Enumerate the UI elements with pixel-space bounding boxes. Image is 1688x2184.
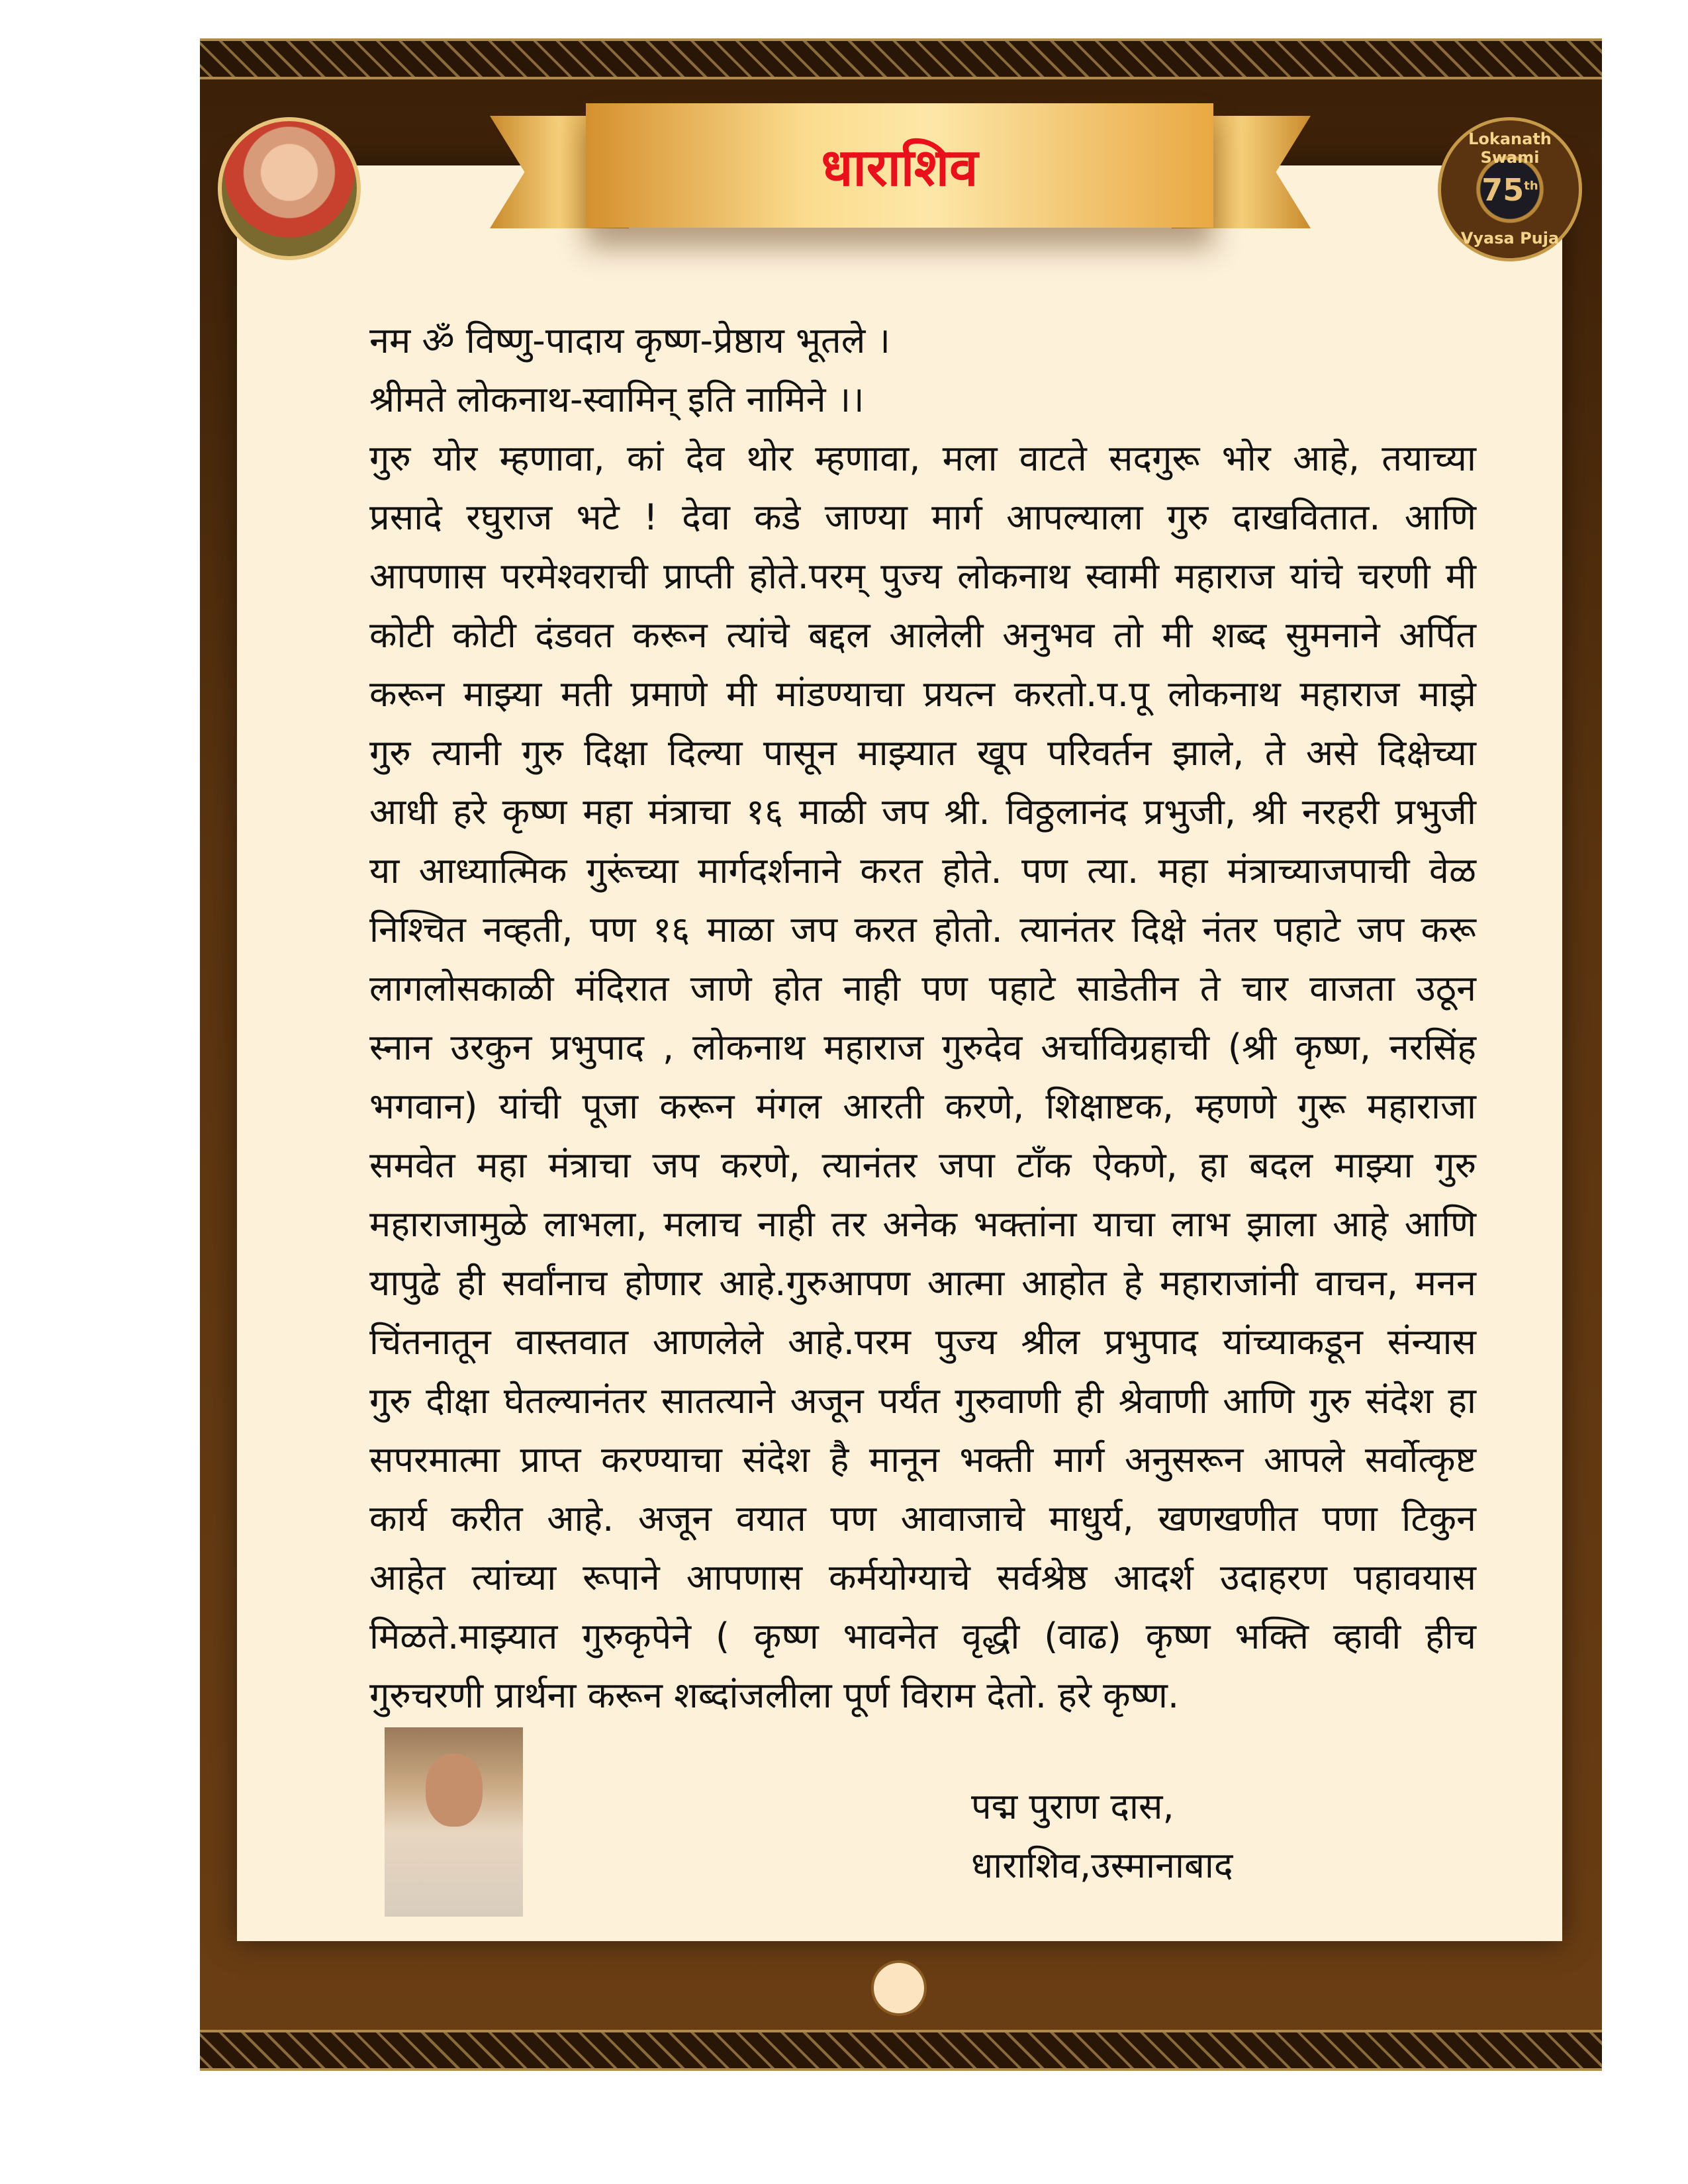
badge-number: 75th: [1481, 172, 1538, 208]
paragraph-line: गुरु त्यानी गुरु दिक्षा दिल्या पासून माझ्यात खूप परिवर्तन झाले, ते असे दिक्षेच्या: [369, 732, 1476, 774]
paragraph-line: करून माझ्या मती प्रमाणे मी मांडण्याचा प्रयत्न करतो.प.पू लोकनाथ महाराज माझे: [369, 673, 1476, 715]
badge-top-text: Lokanath Swami: [1468, 130, 1552, 167]
paragraph: [369, 429, 1476, 1725]
bottom-border: [200, 2030, 1602, 2071]
signature-name: पद्म पुराण दास,: [971, 1786, 1174, 1827]
paragraph-line: आपणास परमेश्वराची प्राप्ती होते.परम् पुज्य लोकनाथ स्वामी महाराज यांचे चरणी मी: [369, 555, 1476, 597]
vyasa-puja-badge: [1438, 117, 1582, 261]
paragraph-line: आधी हरे कृष्ण महा मंत्राचा १६ माळी जप श्री. विठ्ठलानंद प्रभुजी, श्री नरहरी प्रभुजी: [369, 791, 1476, 833]
title-ribbon: [586, 103, 1213, 228]
verse-line: नम ॐ विष्णु-पादाय कृष्ण-प्रेष्ठाय भूतले ।: [369, 320, 890, 361]
paragraph-line: स्नान उरकुन प्रभुपाद , लोकनाथ महाराज गुरुदेव अर्चाविग्रहाची (श्री कृष्ण, नरसिंह: [369, 1026, 1476, 1068]
paragraph-line: मिळते.माझ्यात गुरुकृपेने ( कृष्ण भावनेत वृद्धी (वाढ) कृष्ण भक्ति व्हावी हीच: [369, 1615, 1476, 1657]
paragraph-line: आहेत त्यांच्या रूपाने आपणास कर्मयोग्याचे सर्वश्रेष्ठ आदर्श उदाहरण पहावयास: [369, 1557, 1476, 1598]
paragraph-line: महाराजामुळे लाभला, मलाच नाही तर अनेक भक्तांना याचा लाभ झाला आहे आणि: [369, 1203, 1476, 1245]
paragraph-line: प्रसादे रघुराज भटे ! देवा कडे जाण्या मार्ग आपल्याला गुरु दाखवितात. आणि: [369, 496, 1476, 538]
letter-body: [369, 311, 1476, 1725]
badge-bottom-text: Vyasa Puja: [1460, 229, 1560, 248]
paragraph-line: गुरु योर म्हणावा, कां देव थोर म्हणावा, मला वाटते सदगुरू भोर आहे, तयाच्या: [369, 437, 1476, 479]
paragraph-line: या आध्यात्मिक गुरूंच्या मार्गदर्शनाने करत होते. पण त्या. महा मंत्राच्याजपाची वेळ: [369, 850, 1476, 891]
paragraph-line: यापुढे ही सर्वांनाच होणार आहे.गुरुआपण आत्मा आहोत हे महाराजांनी वाचन, मनन: [369, 1262, 1476, 1304]
paragraph-line: निश्चित नव्हती, पण १६ माळा जप करत होतो. त्यानंतर दिक्षे नंतर पहाटे जप करू: [369, 909, 1476, 950]
paragraph-line: कार्य करीत आहे. अजून वयात पण आवाजाचे माधुर्य, खणखणीत पणा टिकुन: [369, 1498, 1476, 1539]
page-title: धाराशिव: [821, 138, 978, 198]
paragraph-line: समवेत महा मंत्राचा जप करणे, त्यानंतर जपा टॉंक ऐकणे, हा बदल माझ्या गुरु: [369, 1144, 1476, 1186]
paragraph-line: कोटी कोटी दंडवत करून त्यांचे बद्दल आलेली अनुभव तो मी शब्द सुमनाने अर्पित: [369, 614, 1476, 656]
paragraph-line: गुरु दीक्षा घेतल्यानंतर सातत्याने अजून पर्यंत गुरुवाणी ही श्रेवाणी आणि गुरु संदेश हा: [369, 1380, 1476, 1422]
paragraph-line: सपरमात्मा प्राप्त करण्याचा संदेश है मानून भक्ती मार्ग अनुसरून आपले सर्वोत्कृष्ट: [369, 1439, 1476, 1480]
paragraph-line: भगवान) यांची पूजा करून मंगल आरती करणे, शिक्षाष्टक, म्हणणे गुरू महाराजा: [369, 1085, 1476, 1127]
bottom-ornament: [871, 1960, 927, 2016]
paragraph-line: गुरुचरणी प्रार्थना करून शब्दांजलीला पूर्ण विराम देतो. हरे कृष्ण.: [369, 1674, 1180, 1716]
signature: [971, 1777, 1233, 1895]
paragraph-line: लागलोसकाळी मंदिरात जाणे होत नाही पण पहाटे साडेतीन ते चार वाजता उठून: [369, 968, 1476, 1009]
paragraph-line: चिंतनातून वास्तवात आणलेले आहे.परम पुज्य श्रील प्रभुपाद यांच्याकडून संन्यास: [369, 1321, 1476, 1363]
guru-portrait: [218, 117, 361, 260]
top-border: [200, 38, 1602, 79]
verse-line: श्रीमते लोकनाथ-स्वामिन् इति नामिने ।।: [369, 379, 865, 420]
signature-place: धाराशिव,उस्मानाबाद: [971, 1844, 1233, 1886]
author-photo: [385, 1727, 523, 1917]
